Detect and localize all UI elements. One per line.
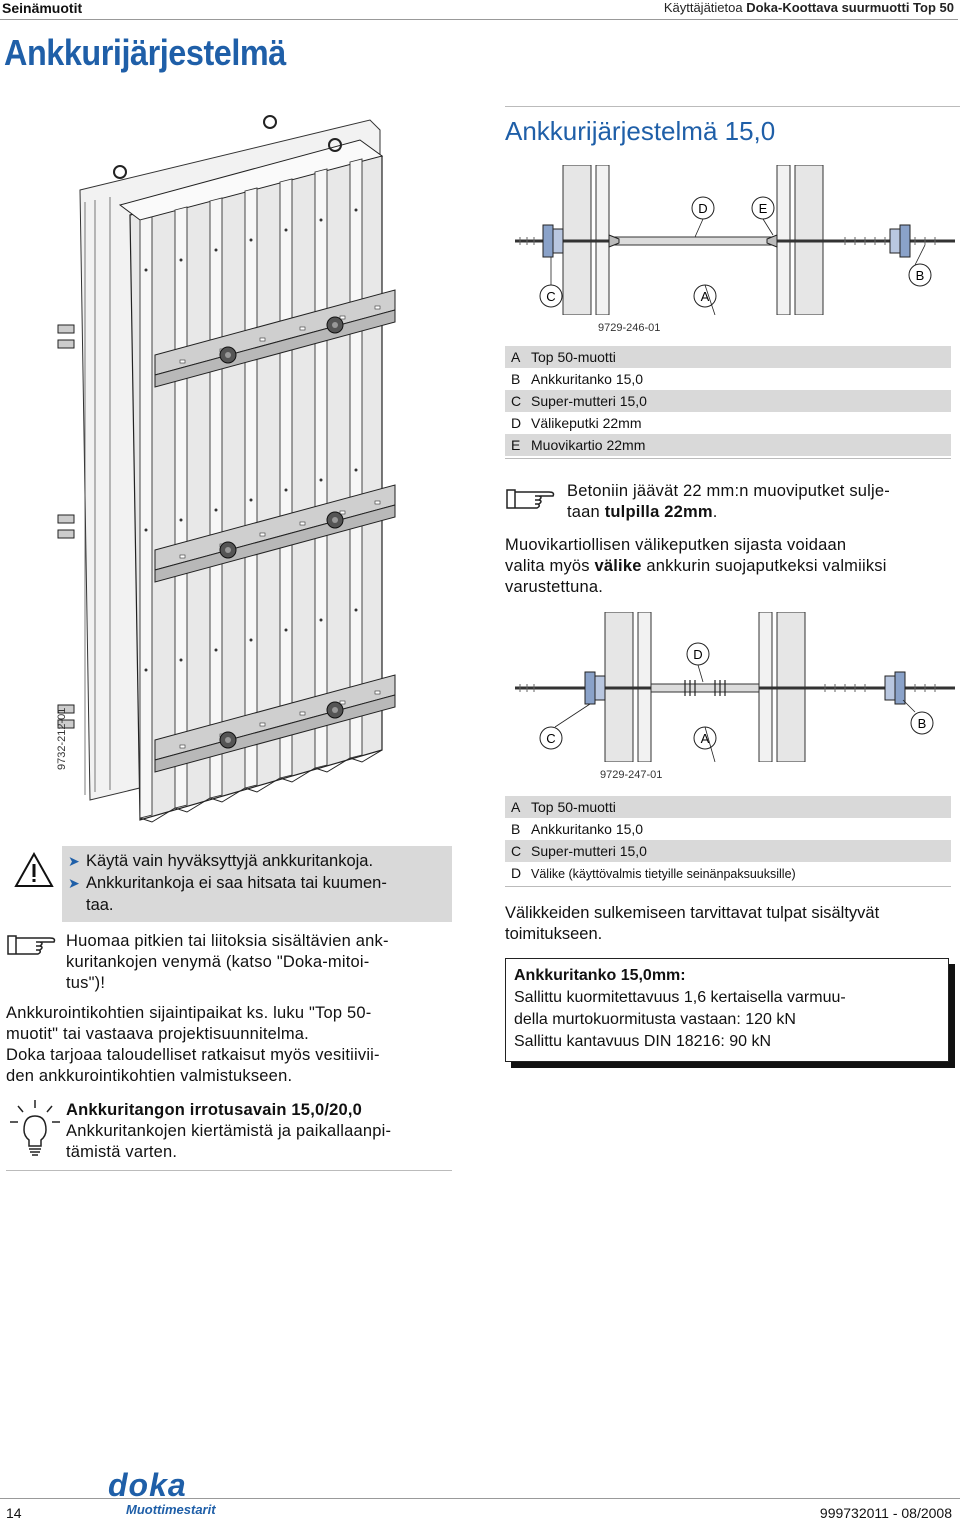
doka-logo [108, 1468, 228, 1518]
legend-1-row: D Välikeputki 22mm [511, 415, 642, 431]
note-1 [567, 481, 890, 523]
legend-1 [505, 346, 951, 456]
paragraph-3-line: den ankkurointikohtien valmistukseen. [6, 1067, 293, 1085]
fig2-label-a: A [700, 731, 710, 746]
paragraph-2-line: Välikkeiden sulkemiseen tarvittavat tulpat sisältyvät [505, 904, 880, 922]
legend-2 [505, 796, 951, 884]
legend-1-row: B Ankkuritanko 15,0 [511, 371, 644, 387]
paragraph-1-line: varustettuna. [505, 578, 603, 596]
fig2-label-c: C [546, 731, 556, 746]
formwork-illustration [40, 110, 460, 830]
warning-item: ➤ Ankkuritankoja ei saa hitsata tai kuumen- [68, 874, 387, 892]
load-capacity-box [505, 958, 955, 1068]
pointing-hand-icon [505, 482, 557, 512]
tip [66, 1100, 391, 1163]
legend-2-row: B Ankkuritanko 15,0 [511, 821, 644, 837]
warning-item-cont: taa. [86, 896, 114, 914]
note-2 [66, 931, 389, 994]
note-1-line: taan tulpilla 22mm. [567, 503, 718, 521]
box-line: Sallittu kuormitettavuus 1,6 kertaisella varmuu- [514, 989, 846, 1006]
paragraph-2-line: toimitukseen. [505, 925, 603, 943]
tip-line: tämistä varten. [66, 1143, 178, 1161]
fig1-label-e: E [758, 201, 768, 216]
fig1-label-a: A [700, 289, 710, 304]
note-1-line: Betoniin jäävät 22 mm:n muoviputket sulje- [567, 482, 890, 500]
legend-1-row: C Super-mutteri 15,0 [505, 390, 951, 412]
anchor-diagram-2 [515, 612, 955, 762]
tip-line: Ankkuritankojen kiertämistä ja paikallaanpi- [66, 1122, 392, 1140]
header-doc-title [664, 0, 954, 15]
section-title: Ankkurijärjestelmä 15,0 [505, 116, 776, 146]
fig1-label-b: B [915, 268, 925, 283]
legend-1-row: A Top 50-muotti [505, 346, 951, 368]
paragraph-1-line: Muovikartiollisen välikeputken sijasta voidaan [505, 536, 847, 554]
header-doc-prefix: Käyttäjätietoa [663, 0, 747, 15]
tip-rule [6, 1170, 452, 1171]
box-line: della murtokuormitusta vastaan: 120 kN [514, 1011, 796, 1028]
warning-box [62, 846, 452, 922]
box-title: Ankkuritanko 15,0mm: [514, 967, 686, 984]
header-section: Seinämuotit [2, 0, 83, 16]
tip-title: Ankkuritangon irrotusavain 15,0/20,0 [66, 1101, 363, 1119]
note-2-line: Huomaa pitkien tai liitoksia sisältävien ank- [66, 932, 389, 950]
paragraph-2 [505, 903, 879, 945]
logo-subtitle: Muottimestarit [126, 1502, 216, 1517]
page-title: Ankkurijärjestelmä [4, 32, 286, 73]
paragraph-3-line: Doka tarjoaa taloudelliset ratkaisut myös vesitiivii- [6, 1046, 380, 1064]
legend-1-rule [505, 458, 951, 459]
anchor-diagram-1 [515, 165, 955, 315]
paragraph-3-line: Ankkurointikohtien sijaintipaikat ks. luku "Top 50- [6, 1004, 372, 1022]
document-code: 999732011 - 08/2008 [819, 1505, 952, 1521]
note-2-line: kuritankojen venymä (katso "Doka-mitoi- [66, 953, 370, 971]
fig2-label-d: D [693, 647, 703, 662]
fig1-label-d: D [698, 201, 708, 216]
legend-2-row: A Top 50-muotti [505, 796, 951, 818]
fig1-label-c: C [546, 289, 556, 304]
pointing-hand-icon [6, 928, 58, 958]
section-rule [505, 106, 960, 107]
warning-item: ➤ Käytä vain hyväksyttyjä ankkuritankoja. [68, 852, 374, 870]
legend-2-row: C Super-mutteri 15,0 [505, 840, 951, 862]
paragraph-1-line: valita myös välike ankkurin suojaputkeksi valmiiksi [505, 557, 887, 575]
fig2-label-b: B [917, 716, 927, 731]
box-content [505, 958, 949, 1062]
page-number: 14 [6, 1505, 22, 1521]
legend-1-row: E Muovikartio 22mm [505, 434, 951, 456]
arrow-bullet-icon: ➤ [68, 853, 80, 869]
box-line: Sallittu kantavuus DIN 18216: 90 kN [514, 1033, 772, 1050]
arrow-bullet-icon: ➤ [68, 875, 80, 891]
figure1-code: 9729-246-01 [598, 322, 661, 334]
paragraph-1 [505, 535, 887, 598]
figure-left-code: 9732-212-01 [56, 707, 68, 770]
legend-2-row: D Välike (käyttövalmis tietyille seinänpaksuuksille) [511, 865, 796, 881]
header-rule [0, 19, 958, 20]
legend-2-rule [505, 886, 951, 887]
figure2-code: 9729-247-01 [600, 769, 663, 781]
lightbulb-icon [10, 1100, 60, 1160]
paragraph-3 [6, 1003, 380, 1087]
warning-icon [14, 852, 54, 888]
logo-wordmark: doka [108, 1467, 187, 1503]
header-doc-name: Doka-Koottava suurmuotti Top 50 [746, 0, 954, 15]
note-2-line: tus")! [66, 974, 106, 992]
paragraph-3-line: muotit" tai vastaava projektisuunnitelma. [6, 1025, 309, 1043]
